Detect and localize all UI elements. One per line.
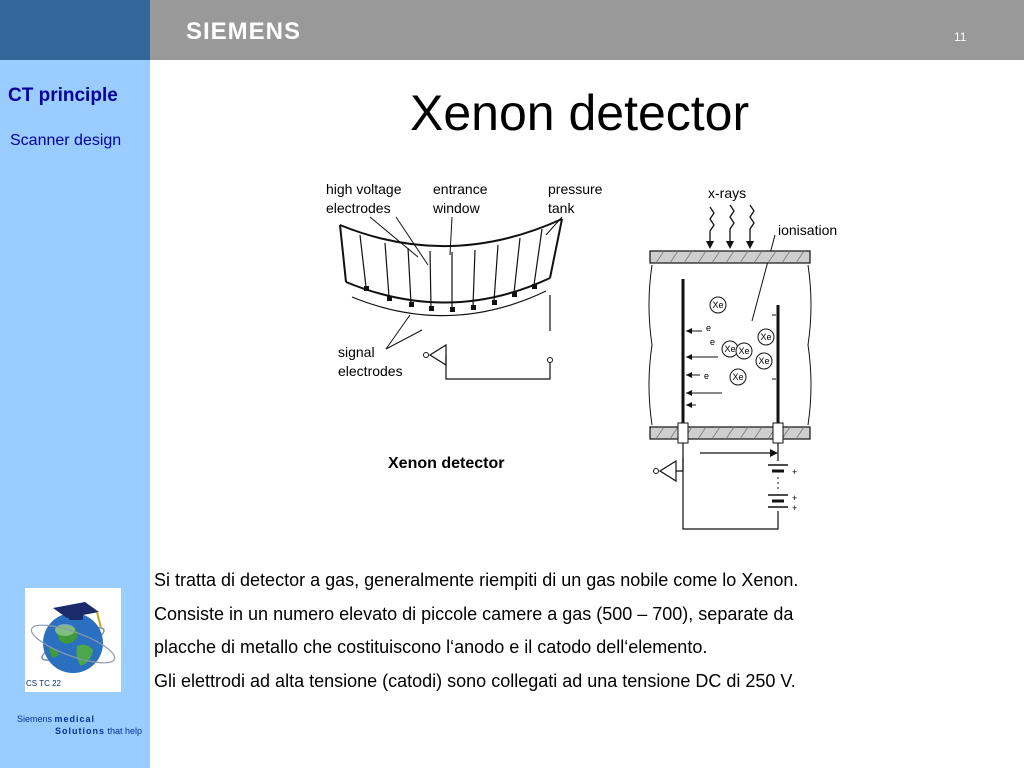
label-tank: tank xyxy=(548,200,575,216)
label-electrodes-top: electrodes xyxy=(326,200,391,216)
xe-label: Xe xyxy=(760,332,772,342)
brand-logo-text: SIEMENS xyxy=(186,18,302,45)
logo-code: CS TC 22 xyxy=(26,679,61,688)
footer-solutions: Solutions xyxy=(55,726,105,736)
x-ray-arrowheads xyxy=(706,241,754,249)
page-number: 11 xyxy=(954,30,967,44)
label-signal-electrodes: electrodes xyxy=(338,363,403,379)
xe-label: Xe xyxy=(732,372,744,382)
footer-brand xyxy=(17,713,142,737)
footer-siemens: Siemens xyxy=(17,714,55,724)
xenon-detector-figure xyxy=(300,165,845,535)
plus-sign: + xyxy=(792,467,798,477)
electron-label: e xyxy=(706,323,712,333)
electrode-dots xyxy=(364,284,537,312)
label-high-voltage: high voltage xyxy=(326,181,402,197)
electron-labels xyxy=(704,323,715,381)
signal-wire xyxy=(446,355,550,379)
body-line: Consiste in un numero elevato di piccole camere a gas (500 – 700), separate da xyxy=(154,603,794,624)
figure-caption: Xenon detector xyxy=(388,455,505,472)
body-line: Gli elettrodi ad alta tensione (catodi) sono collegati ad una tensione DC di 250 V. xyxy=(154,670,796,691)
label-window: window xyxy=(433,200,480,216)
ion-arrowheads xyxy=(686,328,692,408)
xe-label: Xe xyxy=(738,346,750,356)
globe-icon xyxy=(25,588,121,692)
body-text xyxy=(154,564,1014,698)
footer-medical: medical xyxy=(54,714,96,724)
footer-that-help: that help xyxy=(105,726,143,736)
label-entrance: entrance xyxy=(433,181,488,197)
label-signal: signal xyxy=(338,344,375,360)
body-line: Si tratta di detector a gas, generalmente riempiti di un gas nobile come lo Xenon. xyxy=(154,570,799,590)
label-ionisation: ionisation xyxy=(778,222,838,238)
plus-sign: + xyxy=(792,503,798,513)
xe-label: Xe xyxy=(724,344,736,354)
label-pressure: pressure xyxy=(548,181,603,197)
body-line: placche di metallo che costituiscono l‘anodo e il catodo dell‘elemento. xyxy=(154,637,708,657)
detector-diagram xyxy=(300,165,845,535)
electron-label: e xyxy=(710,337,716,347)
globe-logo xyxy=(25,588,121,692)
x-ray-arrows xyxy=(710,205,754,241)
label-x-rays: x-rays xyxy=(708,185,747,201)
plus-sign: + xyxy=(792,493,798,503)
amplifier-icon xyxy=(660,461,676,481)
pointer-lines xyxy=(370,217,562,349)
amplifier-icon xyxy=(430,345,446,365)
xe-label: Xe xyxy=(758,356,770,366)
slide-title: Xenon detector xyxy=(410,85,750,141)
xe-label: Xe xyxy=(712,300,724,310)
header-accent-block xyxy=(0,0,150,60)
electron-label: e xyxy=(704,371,710,381)
section-title: CT principle xyxy=(8,85,118,106)
section-subtitle: Scanner design xyxy=(10,132,122,149)
